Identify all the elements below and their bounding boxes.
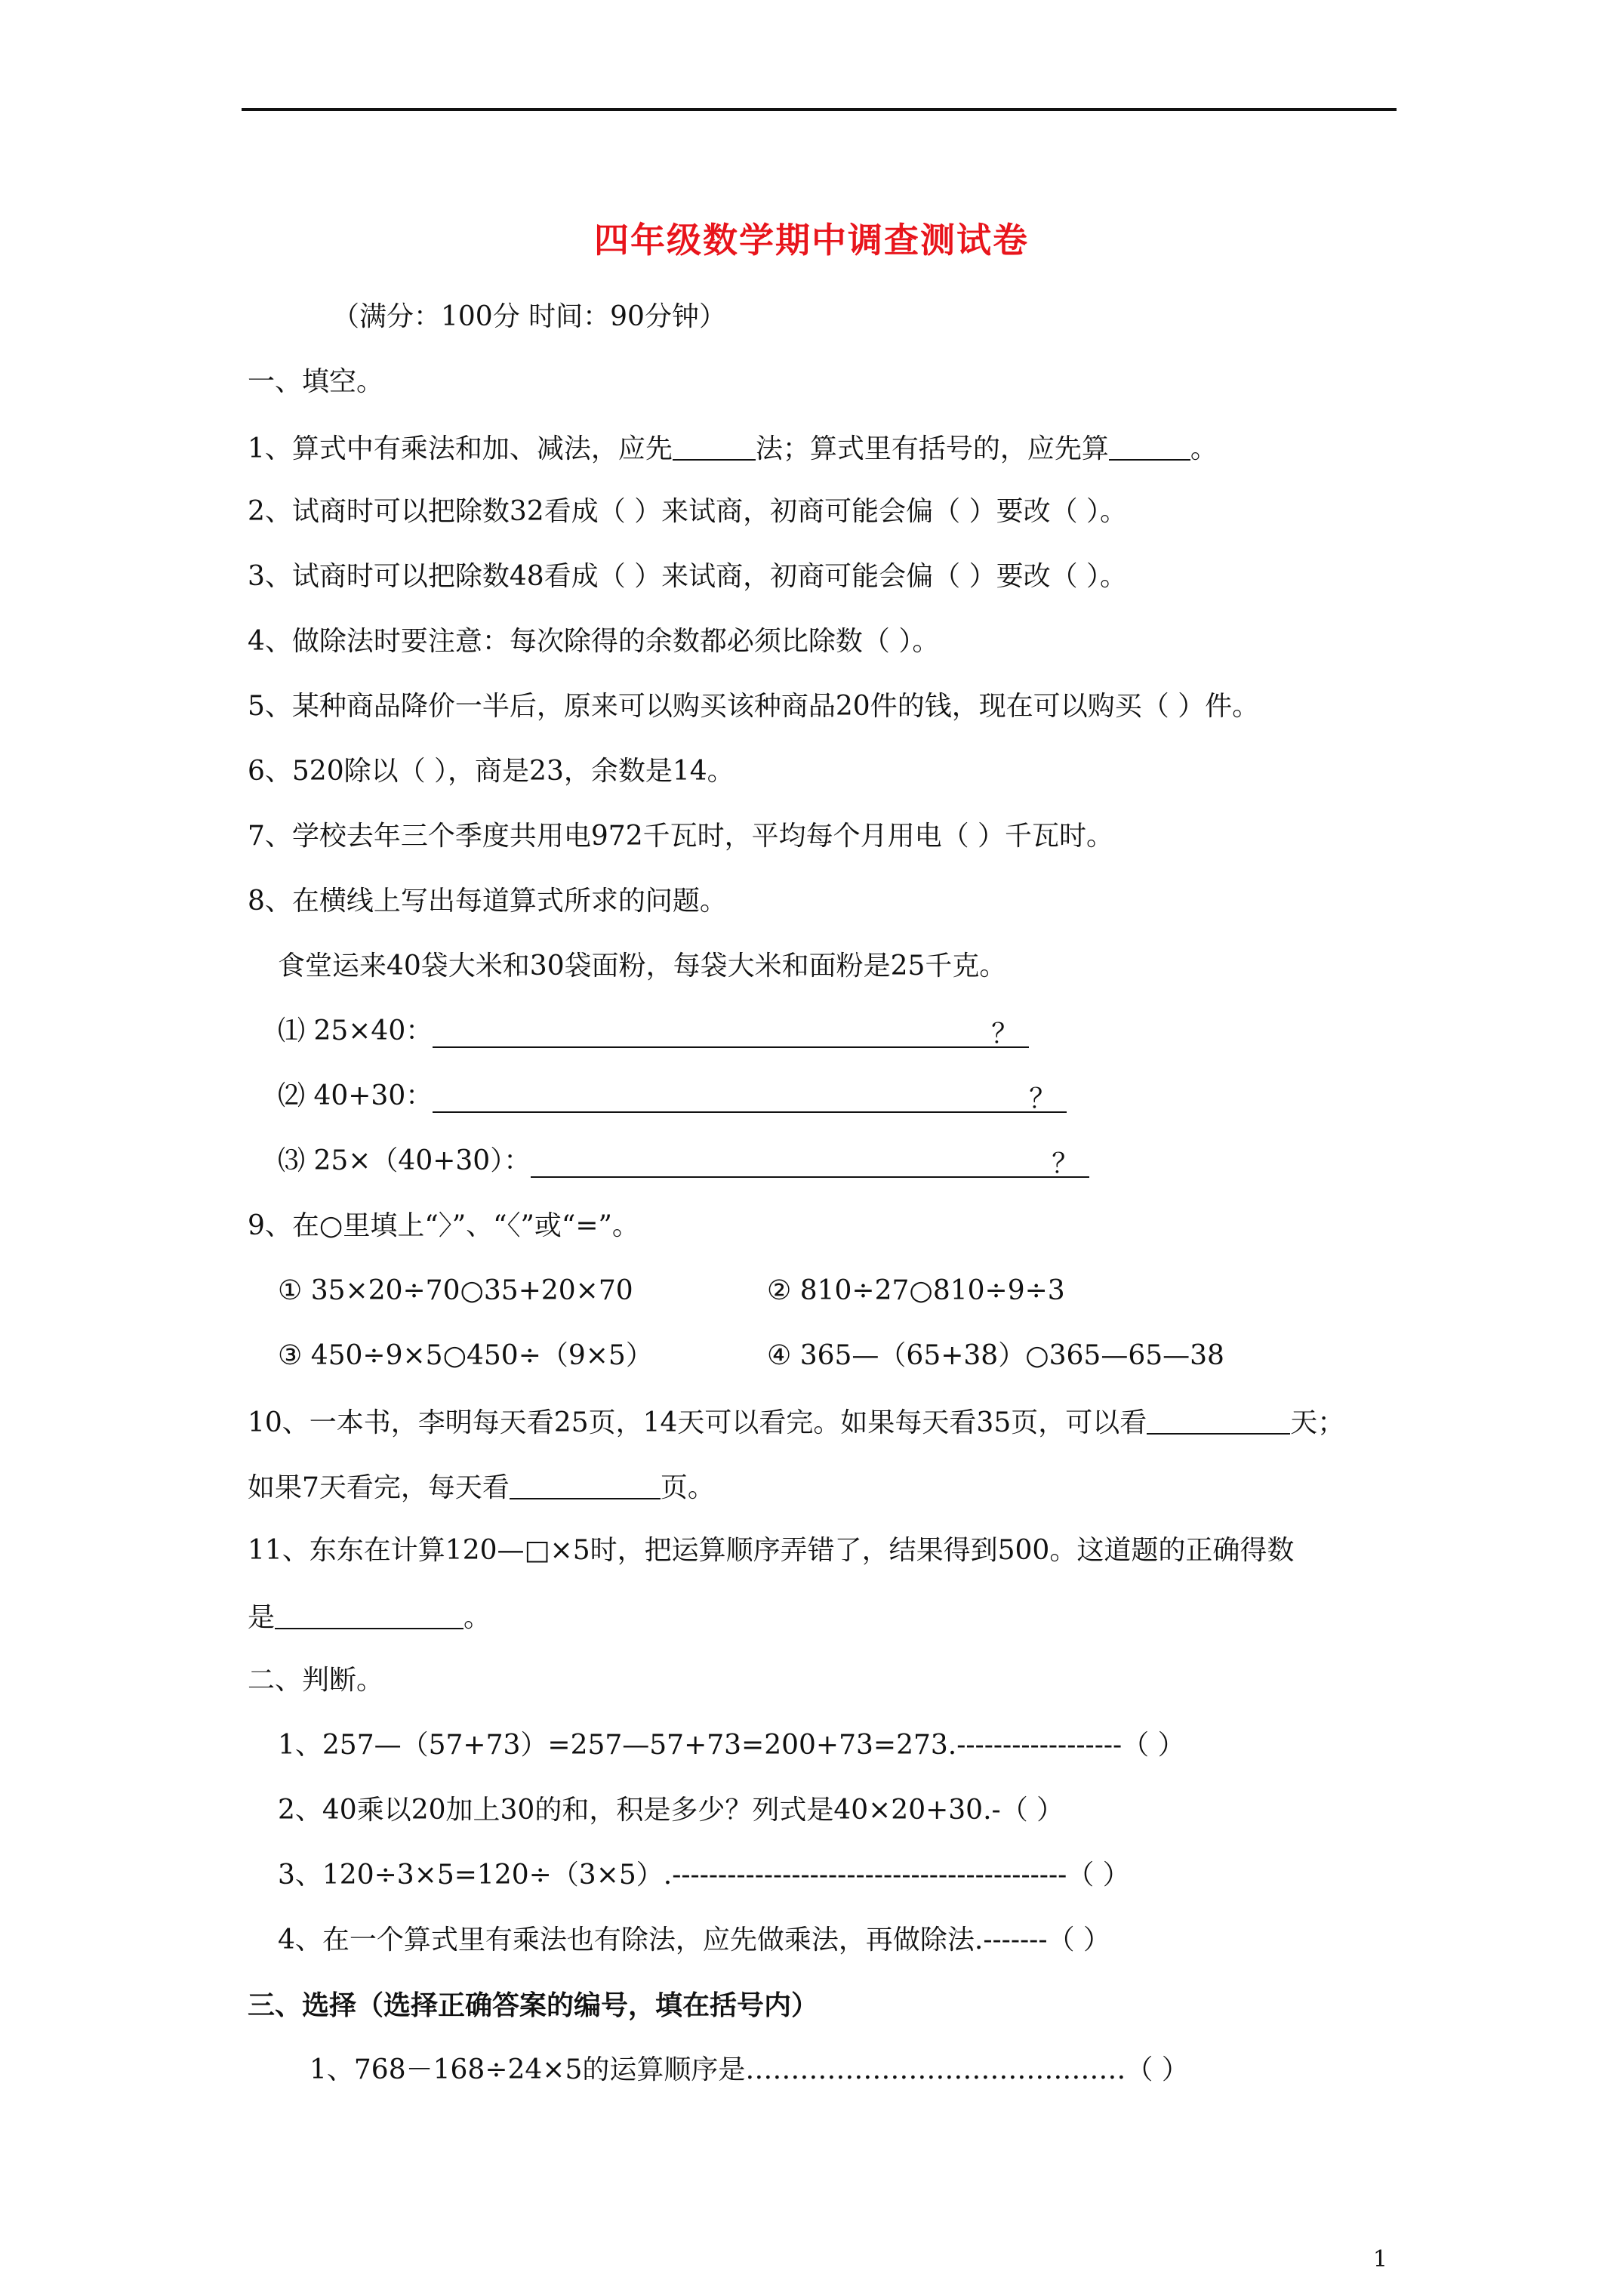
q4: 4、做除法时要注意：每次除得的余数都必须比除数（ ）。: [248, 626, 940, 657]
q8-item-3-label: ⑶ 25×（40+30）：: [278, 1145, 531, 1176]
q9-item-1: ① 35×20÷70○35+20×70: [278, 1275, 633, 1306]
section3-heading: 三、选择（选择正确答案的编号，填在括号内）: [248, 1989, 819, 2021]
q5: 5、某种商品降价一半后，原来可以购买该种商品20件的钱，现在可以购买（ ）件。: [248, 691, 1260, 722]
q10-line-1: [248, 1407, 1344, 1437]
judge-item-2: 2、40乘以20加上30的和，积是多少？列式是40×20+30.-（ ）: [278, 1795, 1064, 1826]
q2: 2、试商时可以把除数32看成（ ）来试商，初商可能会偏（ ）要改（ ）。: [248, 496, 1128, 527]
q10-text-a: 10、一本书，李明每天看25页，14天可以看完。如果每天看35页，可以看: [248, 1407, 1147, 1438]
q9-item-4: ④ 365—（65+38）○365—65—38: [767, 1340, 1224, 1371]
q6: 6、520除以（ ），商是23，余数是14。: [248, 756, 735, 787]
q10-text-d: 页。: [660, 1472, 715, 1503]
q8-item-1: [278, 1015, 1029, 1049]
q10-blank-2: [510, 1472, 661, 1499]
q9: 9、在○里填上“〉”、“〈”或“=”。: [248, 1210, 639, 1241]
q7: 7、学校去年三个季度共用电972千瓦时，平均每个月用电（ ）千瓦时。: [248, 821, 1114, 852]
page-number: 1: [1372, 2246, 1387, 2273]
q8-item-2-end: ？: [1029, 1083, 1057, 1114]
q9-item-2: ② 810÷27○810÷9÷3: [767, 1275, 1065, 1306]
q8-item-2: [278, 1080, 1067, 1114]
q10-line-2: [248, 1472, 715, 1502]
section1-heading: 一、填空。: [248, 366, 384, 397]
q10-blank-1: [1147, 1407, 1290, 1435]
judge-item-3: 3、120÷3×5=120÷（3×5）.-------------------------------------------（ ）: [278, 1860, 1130, 1891]
q8-item-2-blank: [433, 1083, 1067, 1114]
q1-text-a: 1、算式中有乘法和加、减法，应先: [248, 433, 673, 464]
q1-blank-2: [1109, 433, 1190, 461]
judge-item-1: 1、257—（57+73）=257—57+73=200+73=273.------------------（ ）: [278, 1730, 1185, 1761]
q11-blank: [275, 1602, 463, 1629]
judge-item-4: 4、在一个算式里有乘法也有除法，应先做乘法，再做除法.-------（ ）: [278, 1925, 1110, 1955]
header-rule: [242, 108, 1397, 111]
q11-line-2: [248, 1602, 491, 1632]
page-title: 四年级数学期中调查测试卷: [594, 220, 1029, 260]
q1: [248, 433, 1218, 463]
q8-item-1-label: ⑴ 25×40：: [278, 1015, 433, 1046]
q1-blank-1: [673, 433, 756, 461]
q8-item-1-blank: [433, 1021, 1029, 1048]
q8-item-3-blank: [531, 1148, 1089, 1179]
q11-line-1: 11、东东在计算120—□×5时，把运算顺序弄错了，结果得到500。这道题的正确得数: [248, 1535, 1295, 1566]
q8-item-1-end: ？: [991, 1019, 1019, 1049]
q8-item-3-end: ？: [1052, 1148, 1079, 1179]
q11-text-c: 。: [463, 1602, 491, 1633]
section2-heading: 二、判断。: [248, 1665, 384, 1696]
q3: 3、试商时可以把除数48看成（ ）来试商，初商可能会偏（ ）要改（ ）。: [248, 561, 1128, 592]
exam-meta: （满分：100分 时间：90分钟）: [332, 301, 726, 332]
q8-item-2-label: ⑵ 40+30：: [278, 1080, 433, 1111]
q11-text-b: 是: [248, 1602, 276, 1633]
q8: 8、在横线上写出每道算式所求的问题。: [248, 886, 727, 917]
q10-text-b: 天；: [1290, 1407, 1345, 1438]
q1-text-b: 法；算式里有括号的，应先算: [755, 433, 1109, 464]
q1-text-c: 。: [1190, 433, 1218, 464]
choice-item-1: 1、768－168÷24×5的运算顺序是……………………………………（ ）: [310, 2054, 1189, 2085]
q8-context: 食堂运来40袋大米和30袋面粉，每袋大米和面粉是25千克。: [278, 951, 1007, 982]
q10-text-c: 如果7天看完，每天看: [248, 1472, 510, 1503]
q8-item-3: [278, 1145, 1089, 1179]
q9-item-3: ③ 450÷9×5○450÷（9×5）: [278, 1340, 653, 1371]
